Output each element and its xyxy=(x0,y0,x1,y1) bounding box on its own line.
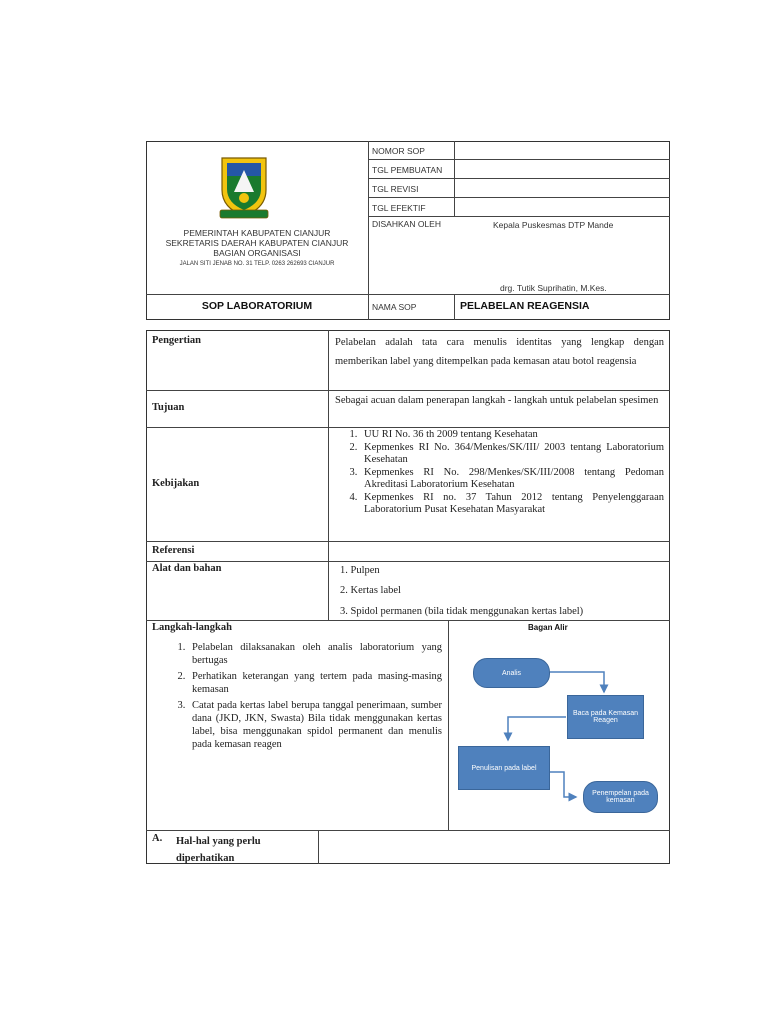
row-line xyxy=(146,427,670,428)
org-line-3: BAGIAN ORGANISASI xyxy=(213,248,301,258)
kebijakan-list xyxy=(340,429,664,517)
header-name-divider xyxy=(454,294,455,320)
header-title-line xyxy=(146,294,670,295)
row-line xyxy=(146,561,670,562)
langkah-list xyxy=(168,641,442,751)
kebijakan-item: 3. Kepmenkes RI No. 298/Menkes/SK/III/2008 tentang Pedoman Akreditasi Laboratorium Kesehatan xyxy=(360,467,664,492)
alat-item: 2. Kertas label xyxy=(340,585,401,596)
referensi-label: Referensi xyxy=(152,545,195,556)
row-line xyxy=(146,830,670,831)
flow-node-penempelan-kemasan: Penempelan pada kemasan xyxy=(583,781,658,813)
header-value-divider xyxy=(454,141,455,217)
field-tgl-pembuatan: TGL PEMBUATAN xyxy=(372,165,443,175)
langkah-label: Langkah-langkah xyxy=(152,622,232,633)
field-tgl-revisi: TGL REVISI xyxy=(372,184,419,194)
header-row-line xyxy=(368,197,670,198)
langkah-item: 1. Pelabelan dilaksanakan oleh analis laboratorium yang bertugas xyxy=(188,641,442,667)
kebijakan-item: 2. Kepmenkes RI No. 364/Menkes/SK/III/ 2003 tentang Laboratorium Kesehatan xyxy=(360,442,664,467)
header-row-line xyxy=(368,178,670,179)
kebijakan-item: 4. Kepmenkes RI no. 37 Tahun 2012 tentang Penyelenggaraan Laboratorium Pusat Kesehatan Masyarakat xyxy=(360,492,664,517)
flow-node-baca-kemasan: Baca pada Kemasan Reagen xyxy=(567,695,644,739)
alat-item: 3. Spidol permanen (bila tidak menggunakan kertas label) xyxy=(340,606,584,617)
content-label-divider xyxy=(328,330,329,620)
org-line-1: PEMERINTAH KABUPATEN CIANJUR xyxy=(183,228,331,238)
hal-label-prefix: A. xyxy=(152,833,163,844)
sop-name: PELABELAN REAGENSIA xyxy=(460,300,590,312)
langkah-item: 2. Perhatikan keterangan yang tertem pada masing-masing kemasan xyxy=(188,670,442,696)
field-disahkan-oleh: DISAHKAN OLEH xyxy=(372,219,441,229)
field-tgl-efektif: TGL EFEKTIF xyxy=(372,203,426,213)
header-row-line xyxy=(368,216,670,217)
hal-label: Hal-hal yang perlu diperhatikan xyxy=(176,836,261,864)
sop-title: SOP LABORATORIUM xyxy=(201,300,313,312)
field-nomor-sop: NOMOR SOP xyxy=(372,146,425,156)
flow-node-analis: Analis xyxy=(473,658,550,688)
org-line-2: SEKRETARIS DAERAH KABUPATEN CIANJUR xyxy=(165,238,349,248)
tujuan-label: Tujuan xyxy=(152,402,185,413)
pengertian-label: Pengertian xyxy=(152,335,201,346)
cianjur-coat-of-arms-logo xyxy=(218,154,270,220)
alat-label: Alat dan bahan xyxy=(152,563,222,574)
hal-divider xyxy=(318,830,319,864)
approver-title: Kepala Puskesmas DTP Mande xyxy=(493,220,614,230)
kebijakan-label: Kebijakan xyxy=(152,478,200,489)
org-address: JALAN SITI JENAB NO. 31 TELP. 0263 262693 CIANJUR xyxy=(179,261,335,267)
flow-node-penulisan-label: Penulisan pada label xyxy=(458,746,550,790)
field-nama-sop: NAMA SOP xyxy=(372,302,417,312)
alat-item: 1. Pulpen xyxy=(340,565,380,576)
langkah-item: 3. Catat pada kertas label berupa tanggal penerimaan, sumber dana (JKD, JKN, Swasta) Bila tidak menggunakan kertas label, bisa menggunakan spidol permanent dan menulis pada kemasan reagen xyxy=(188,699,442,751)
bagan-alir-label: Bagan Alir xyxy=(528,623,568,632)
kebijakan-item: 1. UU RI No. 36 th 2009 tentang Kesehatan xyxy=(360,429,664,442)
org-name-block xyxy=(150,228,364,270)
row-line xyxy=(146,541,670,542)
approver-name: drg. Tutik Suprihatin, M.Kes. xyxy=(500,283,607,293)
pengertian-text: Pelabelan adalah tata cara menulis identitas yang lengkap dengan memberikan label yang ditempelkan pada kemasan atau botol reagensia xyxy=(335,337,664,367)
tujuan-text: Sebagai acuan dalam penerapan langkah - langkah untuk pelabelan spesimen xyxy=(335,395,659,406)
header-row-line xyxy=(368,159,670,160)
row-line xyxy=(146,390,670,391)
